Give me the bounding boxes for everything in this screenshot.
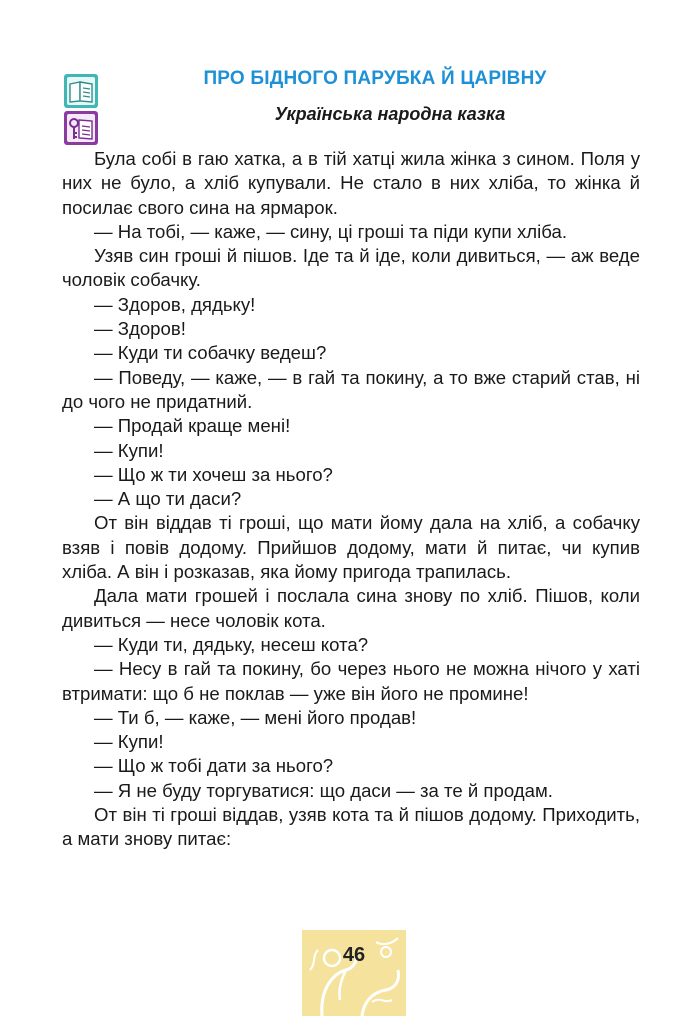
- story-paragraph: — Поведу, — каже, — в гай та покину, а то вже старий став, ні до чого не придатний.: [62, 366, 640, 412]
- story-paragraph: Дала мати грошей і послала сина знову по хліб. Пішов, коли дивиться — несе чоловік кота.: [62, 585, 640, 631]
- story-paragraph: Була собі в гаю хатка, а в тій хатці жила жінка з сином. Поля у них не було, а хліб купували. Не стало в них хліба, то жінка й посилає свого сина на ярмарок.: [62, 148, 640, 218]
- story-paragraph: — Я не буду торгуватися: що даси — за те й продам.: [94, 779, 553, 801]
- story-paragraph: — Продай краще мені!: [94, 415, 291, 437]
- story-paragraph: — Здоров, дядьку!: [94, 293, 256, 315]
- story-paragraph: — Несу в гай та покину, бо через нього не можна нічого у хаті втримати: що б не поклав — уже він його не промине!: [62, 658, 640, 704]
- story-paragraph: — Що ж ти хочеш за нього?: [94, 463, 333, 485]
- story-paragraph: — Здоров!: [94, 318, 186, 340]
- story-paragraph: — Що ж тобі дати за нього?: [94, 755, 334, 777]
- story-paragraph: — Куди ти, дядьку, несеш кота?: [94, 633, 369, 655]
- story-text: [62, 147, 640, 852]
- story-paragraph: — Ти б, — каже, — мені його продав!: [94, 706, 417, 728]
- read-book-icon: [64, 74, 98, 108]
- story-paragraph: — Купи!: [94, 439, 164, 461]
- page-number: 46: [342, 944, 366, 966]
- decorative-illustration-icon: [302, 930, 406, 1016]
- story-paragraph: — А що ти даси?: [94, 488, 242, 510]
- story-paragraph: От він віддав ті гроші, що мати йому дала на хліб, а собачку взяв і повів додому. Прийшов додому, мати й питає, чи купив хліба. А він і розказав, яка йому пригода трапилась.: [62, 512, 640, 583]
- story-paragraph: — Куди ти собачку ведеш?: [94, 342, 327, 364]
- story-paragraph: От він ті гроші віддав, узяв кота та й пішов додому. Приходить, а мати знову питає:: [62, 804, 640, 850]
- story-paragraph: — На тобі, — каже, — сину, ці гроші та піди купи хліба.: [94, 220, 567, 242]
- story-title: ПРО БІДНОГО ПАРУБКА Й ЦАРІВНУ: [203, 68, 547, 89]
- story-paragraph: Узяв син гроші й пішов. Іде та й іде, коли дивиться, — аж веде чоловік собачку.: [62, 245, 640, 291]
- key-book-icon: [64, 111, 98, 145]
- section-icons: [64, 74, 104, 148]
- story-paragraph: — Купи!: [94, 731, 164, 753]
- story-subtitle: Українська народна казка: [274, 104, 506, 124]
- page-number-badge: [302, 930, 406, 1016]
